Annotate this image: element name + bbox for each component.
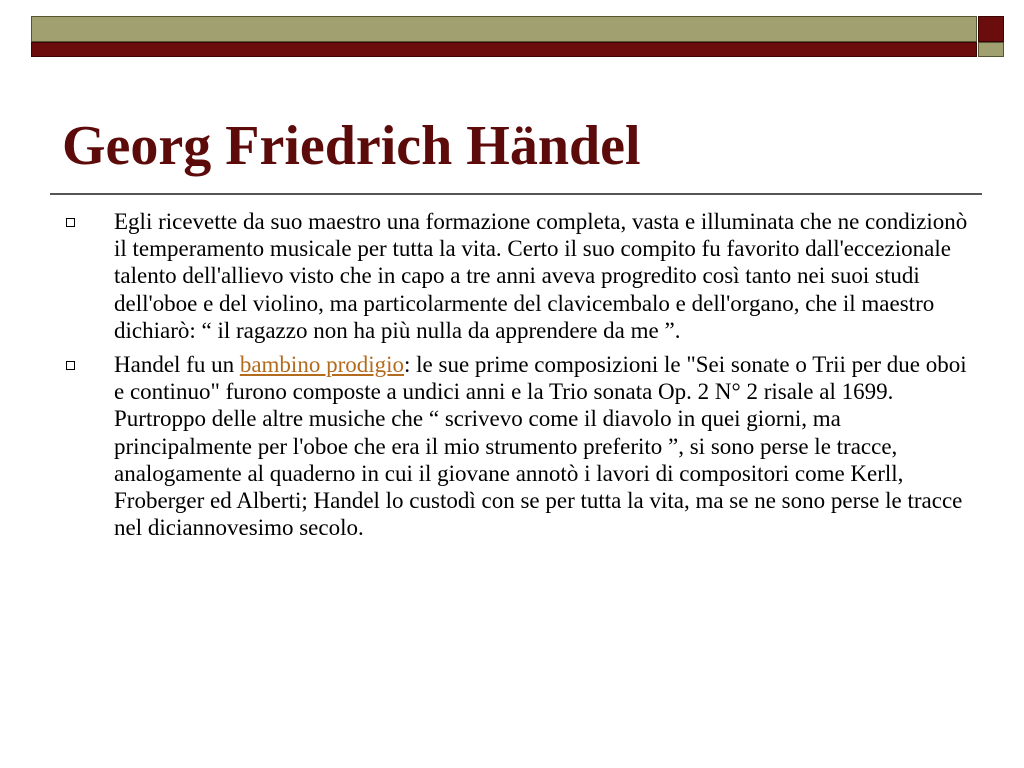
title-divider [50, 193, 982, 195]
header-square-maroon [978, 16, 1004, 42]
hollow-square-bullet-icon [66, 361, 75, 370]
bullet-item-2 [62, 351, 972, 541]
bullet-text: Egli ricevette da suo maestro una formazione completa, vasta e illuminata che ne condizionò il temperamento musicale per tutta la vita. Certo il suo compito fu favorito dall'eccezionale talento dell'allievo visto che in capo a tre anni aveva progredito così tanto nei suoi studi dell'oboe e del violino, ma particolarmente del clavicembalo e dell'organo, che il maestro dichiarò: “ il ragazzo non ha più nulla da apprendere da me ”. [114, 209, 968, 343]
header-bar-maroon [31, 42, 977, 57]
header-bar-olive [31, 16, 977, 42]
bullet-text-after-link: : le sue prime composizioni le "Sei sonate o Trii per due oboi e continuo" furono composte a undici anni e la Trio sonata Op. 2 N° 2 risale al 1699. Purtroppo delle altre musiche che “ scrivevo come il diavolo in quei giorni, ma principalmente per l'oboe che era il mio strumento preferito ”, si sono perse le tracce, analogamente al quaderno in cui il giovane annotò i lavori di compositori come Kerll, Froberger ed Alberti; Handel lo custodì con se per tutta la vita, ma se ne sono perse le tracce nel diciannovesimo secolo. [114, 352, 967, 541]
bullet-list [62, 208, 972, 548]
hollow-square-bullet-icon [66, 218, 75, 227]
bullet-text-before-link: Handel fu un [114, 352, 240, 378]
header-square-olive [978, 42, 1004, 57]
bullet-item-1 [62, 208, 972, 344]
bambino-prodigio-link[interactable]: bambino prodigio [239, 352, 405, 378]
slide-title: Georg Friedrich Händel [62, 115, 641, 177]
